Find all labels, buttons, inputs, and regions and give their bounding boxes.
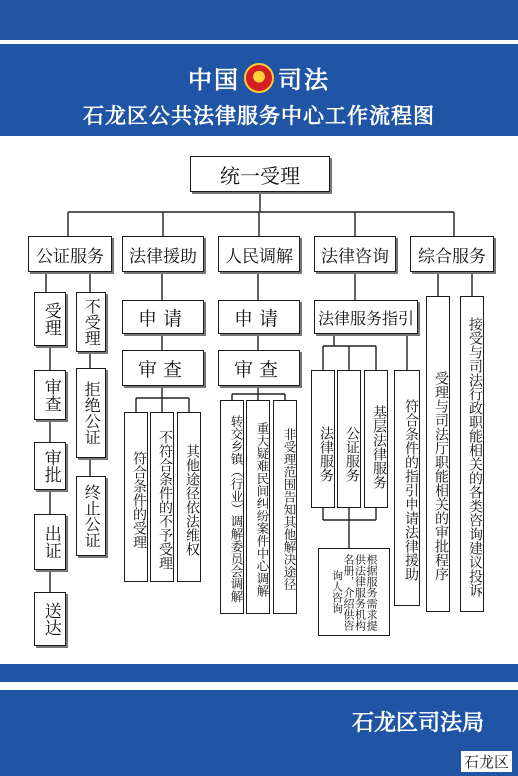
header-title: 中国 司法 [0,60,518,95]
legal-aid-outcome-accept: 符合条件的受理 [124,412,148,582]
root-node: 统一受理 [190,156,330,192]
consult-service-notary: 公证服务 [337,370,361,508]
notary-step-issue: 出证 [34,514,66,570]
service-notary: 公证服务 [28,236,112,272]
comprehensive-approval: 受理与司法厅职能相关的审批程序 [426,296,450,612]
notary-step-approve: 审批 [34,442,66,490]
bottom-band-thin [0,664,518,682]
mediation-review: 审查 [218,350,300,386]
mediation-apply: 申请 [218,300,300,334]
notary-refuse: 拒绝公证 [76,368,106,458]
legal-aid-review: 审查 [122,350,204,386]
consult-service-legal: 法律服务 [311,370,335,508]
consult-service-grassroots: 基层法律服务 [364,370,388,508]
consult-guide: 法律服务指引 [314,300,418,334]
service-legal-aid: 法律援助 [122,236,204,272]
footer-org: 石龙区司法局 [351,711,484,736]
notary-step-accept: 受理 [34,292,66,346]
notary-terminate: 终止公证 [76,476,106,556]
comprehensive-consult: 接受与司法行政职能相关的各类咨询建议投诉 [460,296,484,612]
notary-step-deliver: 送达 [34,592,66,646]
legal-aid-apply: 申请 [122,300,204,334]
notary-step-review: 审查 [34,370,66,420]
service-mediation: 人民调解 [218,236,300,272]
watermark: 石龙区 [461,751,512,772]
mediation-outcome-transfer: 转交乡镇（行业）调解委员会调解 [220,400,244,614]
consult-aid-referral: 符合条件的指引申请法律援助 [394,370,420,606]
legal-aid-outcome-other: 其他途径依法维权 [177,412,201,582]
legal-aid-outcome-reject: 不符合条件的不予受理 [150,412,174,582]
service-comprehensive: 综合服务 [410,236,494,272]
mediation-outcome-other: 非受理范围告知其他解决途径 [273,400,297,614]
page-title: 石龙区公共法律服务中心工作流程图 [83,104,435,128]
consult-note: 根据服务需求提供法律服务机构名册，介绍供咨询人咨询 [318,548,390,636]
mediation-outcome-center: 重大疑难民间纠纷案件中心调解 [246,400,270,614]
notary-reject: 不受理 [76,292,106,352]
service-consult: 法律咨询 [314,236,396,272]
